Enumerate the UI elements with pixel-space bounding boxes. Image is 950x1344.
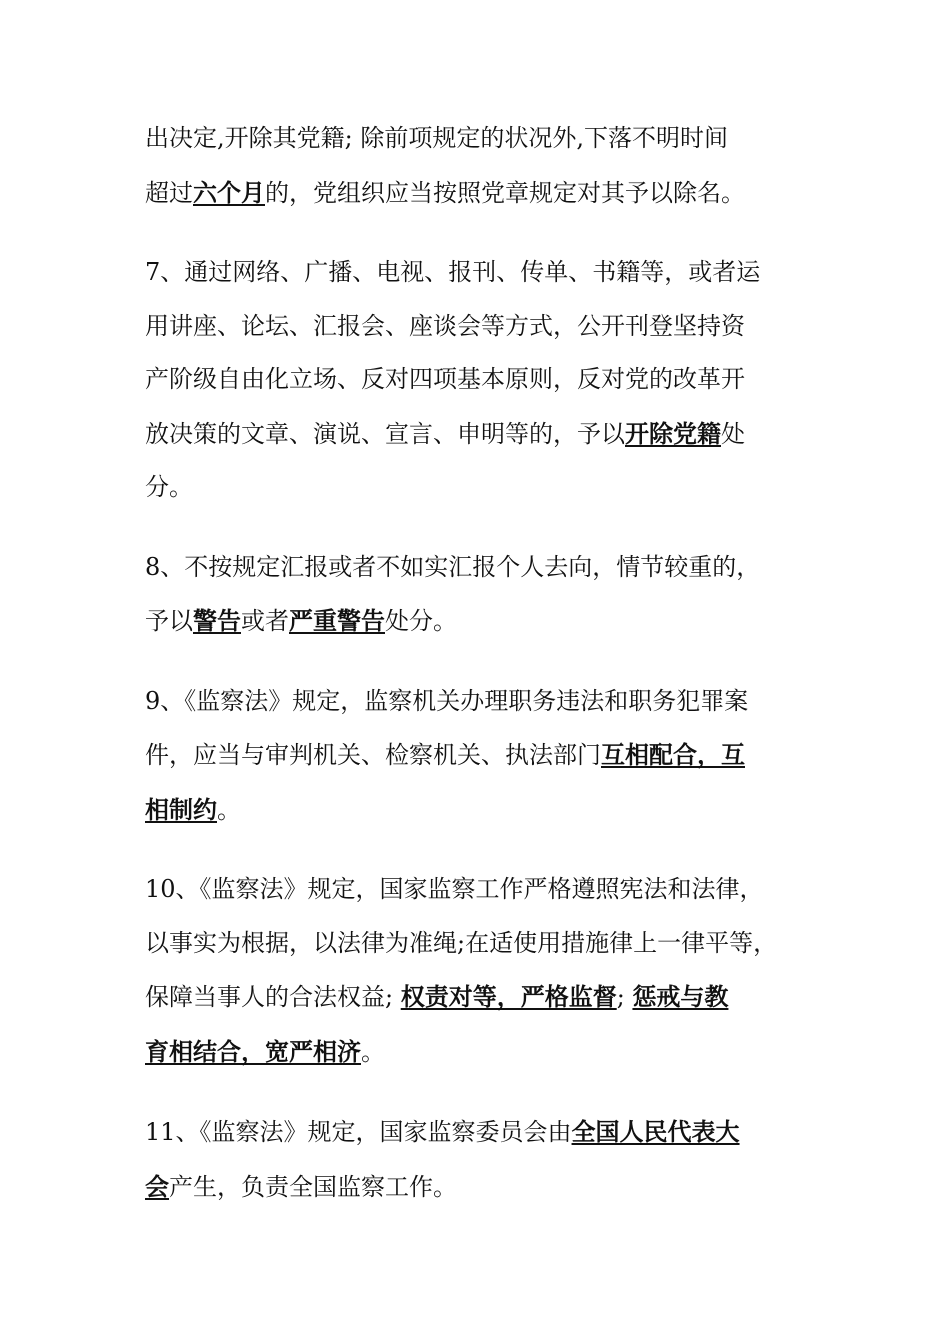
text-line bbox=[145, 407, 815, 462]
key-term: 全国人民代表大 bbox=[571, 1117, 740, 1146]
text-run: 11、《监察法》规定，国家监察委员会由 bbox=[145, 1118, 572, 1146]
key-term: 六个月 bbox=[193, 177, 265, 207]
paragraph bbox=[145, 112, 815, 220]
text-line bbox=[145, 863, 815, 917]
text-line bbox=[145, 461, 815, 515]
paragraph bbox=[145, 246, 815, 515]
text-line bbox=[145, 541, 815, 595]
text-run: 或者 bbox=[241, 607, 289, 635]
key-term: 会 bbox=[145, 1171, 169, 1201]
text-line bbox=[145, 917, 815, 971]
text-line bbox=[145, 166, 815, 221]
key-term: 权责对等，严格监督 bbox=[400, 982, 617, 1011]
text-line bbox=[145, 594, 815, 649]
text-run: 9、《监察法》规定，监察机关办理职务违法和职务犯罪案 bbox=[145, 686, 749, 715]
text-run: 8、不按规定汇报或者不如实汇报个人去向，情节较重的， bbox=[145, 552, 761, 581]
text-run: ; bbox=[616, 983, 633, 1011]
text-run: 件，应当与审判机关、检察机关、执法部门 bbox=[145, 741, 601, 769]
key-term: 严重警告 bbox=[289, 606, 385, 635]
text-run: 予以 bbox=[145, 607, 193, 635]
text-run: 的，党组织应当按照党章规定对其予以除名。 bbox=[265, 178, 745, 207]
key-term: 惩戒与教 bbox=[632, 982, 729, 1011]
text-run: 10、《监察法》规定，国家监察工作严格遵照宪法和法律， bbox=[145, 875, 764, 903]
text-run: 。 bbox=[217, 795, 241, 824]
text-line bbox=[145, 970, 815, 1025]
key-term: 相制约 bbox=[145, 794, 217, 824]
text-line bbox=[145, 353, 815, 407]
text-run: 出决定,开除其党籍; 除前项规定的状况外,下落不明时间 bbox=[145, 124, 728, 152]
text-line bbox=[145, 783, 815, 838]
text-line bbox=[145, 112, 815, 166]
text-run: 分。 bbox=[145, 473, 193, 501]
key-term: 开除党籍 bbox=[625, 418, 721, 448]
paragraph bbox=[145, 1105, 815, 1214]
text-line bbox=[145, 1105, 815, 1160]
text-line bbox=[145, 1025, 815, 1080]
text-run: 。 bbox=[361, 1037, 385, 1066]
text-run: 用讲座、论坛、汇报会、座谈会等方式，公开刊登坚持资 bbox=[145, 311, 745, 340]
key-term: 育相结合，宽严相济 bbox=[145, 1036, 361, 1066]
text-run: 超过 bbox=[145, 178, 193, 207]
text-run: 7、通过网络、广播、电视、报刊、传单、书籍等，或者运 bbox=[145, 258, 761, 286]
text-run: 处 bbox=[721, 419, 745, 448]
text-run: 放决策的文章、演说、宣言、申明等的，予以 bbox=[145, 419, 625, 448]
document-body bbox=[145, 112, 815, 1240]
text-run: 产阶级自由化立场、反对四项基本原则，反对党的改革开 bbox=[145, 365, 745, 393]
paragraph bbox=[145, 675, 815, 838]
text-line bbox=[145, 728, 815, 783]
text-run: 保障当事人的合法权益; bbox=[145, 983, 401, 1011]
paragraph bbox=[145, 541, 815, 649]
text-line bbox=[145, 675, 815, 729]
paragraph bbox=[145, 863, 815, 1079]
key-term: 警告 bbox=[193, 606, 241, 635]
text-line bbox=[145, 246, 815, 300]
text-run: 产生，负责全国监察工作。 bbox=[169, 1172, 457, 1201]
text-run: 以事实为根据，以法律为准绳;在适使用措施律上一律平等， bbox=[145, 928, 778, 957]
key-term: 互相配合，互 bbox=[601, 740, 745, 769]
text-line bbox=[145, 300, 815, 354]
text-line bbox=[145, 1160, 815, 1215]
text-run: 处分。 bbox=[385, 607, 457, 635]
